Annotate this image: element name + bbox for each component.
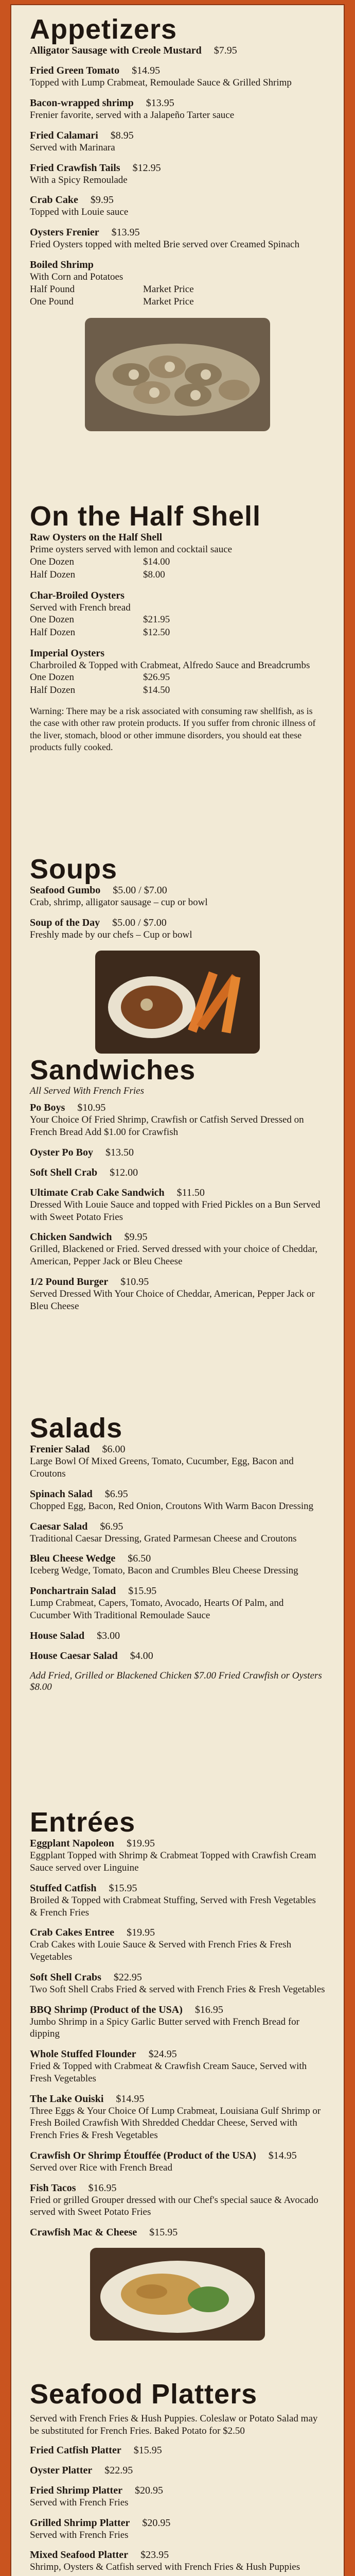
menu-item-row: [30, 2445, 325, 2456]
menu-item: [30, 45, 325, 57]
gumbo-photo-icon: [95, 951, 260, 1054]
menu-item-price: $7.95: [214, 45, 237, 57]
raw-oysters-name: Raw Oysters on the Half Shell: [30, 532, 163, 544]
menu-item-row: [30, 1276, 325, 1288]
menu-item-desc: Topped with Lump Crabmeat, Remoulade Sauce & Grilled Shrimp: [30, 77, 292, 89]
menu-item-name: Frenier Salad: [30, 1444, 90, 1455]
menu-item-price: $16.95: [88, 2182, 117, 2194]
menu-item-desc: Served with French Fries: [30, 2529, 129, 2540]
menu-item-name: Bleu Cheese Wedge: [30, 1553, 116, 1565]
menu-item-row: [30, 1630, 325, 1642]
raw-oysters-desc: Prime oysters served with lemon and cocktail sauce: [30, 544, 233, 555]
price-row-label: One Dozen: [30, 672, 74, 683]
platters-intro: Served with French Fries & Hush Puppies. Coleslaw or Potato Salad may be substituted for French Fries. Baked Potato for $2.50: [30, 2413, 318, 2437]
menu-item-desc: Crab, shrimp, alligator sausage – cup or bowl: [30, 897, 208, 908]
menu-item: [30, 97, 325, 122]
menu-item: [30, 1630, 325, 1642]
price-row: [30, 569, 325, 582]
menu-item: [30, 1231, 325, 1268]
menu-item-name: Crawfish Or Shrimp Étouffée (Product of the USA): [30, 2149, 256, 2161]
price-row: [30, 671, 325, 684]
menu-item-desc: Lump Crabmeat, Capers, Tomato, Avocado, Hearts Of Palm, and Cucumber With Traditional Remoulade Sauce: [30, 1598, 284, 1621]
entrees-title: Entrées: [30, 1807, 136, 1838]
charbroiled-oysters-name: Char-Broiled Oysters: [30, 589, 125, 601]
appetizers-section: [30, 14, 325, 445]
menu-item-desc: Eggplant Topped with Shrimp & Crabmeat Topped with Crawfish Cream Sauce served over Linguine: [30, 1850, 316, 1874]
oysters-photo: [85, 318, 270, 431]
menu-item: [30, 1521, 325, 1545]
price-row: [30, 296, 325, 309]
menu-item-name: The Lake Ouiski: [30, 2093, 104, 2105]
menu-item-row: [30, 162, 325, 174]
menu-item-row: [30, 2182, 325, 2194]
menu-item-name: Chicken Sandwich: [30, 1231, 112, 1243]
sandwiches-section: [30, 1055, 325, 1320]
menu-item-desc: Chopped Egg, Bacon, Red Onion, Croutons With Warm Bacon Dressing: [30, 1500, 314, 1512]
soups-section: [30, 854, 325, 1067]
menu-item-name: Crab Cakes Entree: [30, 1927, 115, 1939]
menu-item-price: $24.95: [148, 2048, 177, 2060]
menu-item-desc: Jumbo Shrimp in a Spicy Garlic Butter served with French Bread for dipping: [30, 2016, 299, 2040]
imperial-oysters-rows: [30, 671, 325, 697]
boiled-shrimp-name: Boiled Shrimp: [30, 259, 94, 270]
menu-item-price: $22.95: [104, 2464, 133, 2476]
menu-item-price: $20.95: [134, 2484, 163, 2496]
menu-item-name: Seafood Gumbo: [30, 885, 101, 896]
price-row-label: One Pound: [30, 296, 74, 308]
menu-item-desc: Grilled, Blackened or Fried. Served dressed with your choice of Cheddar, American, Pepper Jack or Bleu Cheese: [30, 1244, 318, 1267]
menu-item-row: [30, 1927, 325, 1939]
menu-item-price: $22.95: [113, 1971, 142, 1983]
menu-item-row: [30, 2465, 325, 2477]
price-row: [30, 556, 325, 569]
menu-item-price: $3.00: [97, 1630, 120, 1641]
raw-oysters-rows: [30, 556, 325, 581]
menu-item: [30, 2150, 325, 2174]
sandwiches-title: Sandwiches: [30, 1055, 196, 1086]
menu-item: [30, 2485, 325, 2509]
imperial-oysters-desc: Charbroiled & Topped with Crabmeat, Alfredo Sauce and Breadcrumbs: [30, 659, 310, 671]
menu-item: [30, 1650, 325, 1662]
salads-addon-note: Add Fried, Grilled or Blackened Chicken $7.00 Fried Crawfish or Oysters $8.00: [30, 1670, 322, 1692]
menu-item-row: [30, 1102, 325, 1114]
menu-item-name: Fried Calamari: [30, 129, 98, 141]
menu-item-desc: Freshly made by our chefs – Cup or bowl: [30, 929, 192, 941]
menu-item: [30, 2182, 325, 2219]
menu-item-row: [30, 1883, 325, 1894]
menu-item-row: [30, 227, 325, 239]
menu-item: [30, 2093, 325, 2142]
menu-item-desc: Traditional Caesar Dressing, Grated Parmesan Cheese and Croutons: [30, 1533, 297, 1544]
menu-item-price: $23.95: [140, 2549, 169, 2561]
price-row-label: Half Dozen: [30, 685, 76, 696]
menu-item-row: [30, 130, 325, 142]
entree-photo-icon: [90, 2248, 265, 2341]
price-row-price: Market Price: [143, 283, 194, 295]
menu-item-row: [30, 2048, 325, 2060]
menu-item-price: $11.50: [176, 1187, 205, 1198]
menu-item-price: $16.95: [194, 2004, 223, 2015]
menu-item-name: Fried Crawfish Tails: [30, 162, 120, 174]
menu-item-price: $14.95: [268, 2149, 297, 2161]
menu-item-row: [30, 65, 325, 77]
menu-item-desc: Two Soft Shell Crabs Fried & served with French Fries & Fresh Vegetables: [30, 1984, 325, 1995]
boiled-shrimp-desc: With Corn and Potatoes: [30, 271, 123, 282]
charbroiled-oysters-item: [30, 590, 325, 639]
menu-item-desc: With a Spicy Remoulade: [30, 174, 128, 185]
menu-item-name: Oysters Frenier: [30, 227, 99, 239]
menu-item-row: [30, 1585, 325, 1597]
price-row-label: Half Dozen: [30, 569, 76, 580]
raw-shellfish-warning: Warning: There may be a risk associated with consuming raw shellfish, as is the case with other raw protein products. If you suffer from chronic illness of the liver, stomach, blood or other immune disorders, you should eat these products fully cooked.: [30, 705, 316, 752]
menu-item-name: Crawfish Mac & Cheese: [30, 2227, 137, 2239]
menu-item: [30, 2517, 325, 2541]
menu-item-row: [30, 2004, 325, 2016]
menu-item-row: [30, 1167, 325, 1179]
boiled-shrimp-rows: [30, 283, 325, 309]
menu-item: [30, 1553, 325, 1577]
menu-item-name: Whole Stuffed Flounder: [30, 2048, 136, 2060]
menu-item: [30, 2465, 325, 2477]
price-row-label: One Dozen: [30, 556, 74, 568]
menu-item-price: $9.95: [90, 194, 114, 206]
menu-item-row: [30, 1553, 325, 1565]
price-row: [30, 684, 325, 697]
menu-item-name: Eggplant Napoleon: [30, 1838, 114, 1850]
menu-item-price: $6.95: [104, 1488, 128, 1500]
menu-item-name: Alligator Sausage with Creole Mustard: [30, 45, 202, 57]
menu-item-row: [30, 97, 325, 109]
price-row: [30, 283, 325, 296]
menu-item-price: $5.00 / $7.00: [113, 885, 167, 896]
menu-item-name: Ponchartrain Salad: [30, 1585, 116, 1597]
menu-item-name: Caesar Salad: [30, 1520, 88, 1532]
menu-item-name: BBQ Shrimp (Product of the USA): [30, 2004, 183, 2015]
menu-item: [30, 2048, 325, 2085]
menu-item-name: Po Boys: [30, 1102, 65, 1114]
menu-item: [30, 1927, 325, 1963]
menu-item: [30, 2227, 325, 2239]
menu-item-name: Oyster Platter: [30, 2464, 93, 2476]
menu-item-price: $5.00 / $7.00: [112, 917, 167, 929]
menu-item-desc: Frenier favorite, served with a Jalapeño Tarter sauce: [30, 110, 235, 121]
menu-item-desc: Served over Rice with French Bread: [30, 2162, 172, 2173]
menu-item-desc: Three Eggs & Your Choice Of Lump Crabmeat, Louisiana Gulf Shrimp or Fresh Boiled Crawfish With Shredded Cheddar Cheese, Served with French Fries & Fresh Vegetables: [30, 2105, 321, 2141]
price-row-price: $8.00: [143, 569, 165, 580]
menu-item-desc: Fried Oysters topped with melted Brie served over Creamed Spinach: [30, 239, 299, 250]
menu-item-name: Bacon-wrapped shrimp: [30, 97, 134, 109]
menu-item-row: [30, 45, 325, 57]
price-row-label: Half Dozen: [30, 626, 76, 638]
menu-item-name: Soup of the Day: [30, 917, 100, 929]
menu-item: [30, 1276, 325, 1313]
menu-item-row: [30, 2093, 325, 2105]
charbroiled-oysters-desc: Served with French bread: [30, 602, 131, 613]
menu-item-name: House Salad: [30, 1630, 85, 1641]
menu-item-row: [30, 2150, 325, 2162]
menu-item-price: $13.95: [111, 227, 140, 239]
menu-item-desc: Your Choice Of Fried Shrimp, Crawfish or Catfish Served Dressed on French Bread Add $1.00 for Crawfish: [30, 1114, 304, 1138]
salads-list: [30, 1444, 325, 1662]
entrees-list: [30, 1838, 325, 2239]
menu-item-name: Soft Shell Crab: [30, 1166, 98, 1178]
menu-item-price: $13.50: [105, 1146, 134, 1158]
menu-item-name: Mixed Seafood Platter: [30, 2549, 129, 2561]
price-row-label: One Dozen: [30, 614, 74, 625]
menu-item-row: [30, 1650, 325, 1662]
menu-item-row: [30, 1147, 325, 1159]
imperial-oysters-item: [30, 648, 325, 697]
price-row: [30, 614, 325, 626]
menu-item: [30, 1187, 325, 1224]
menu-item-price: $15.95: [109, 1882, 137, 1894]
menu-item-name: 1/2 Pound Burger: [30, 1276, 109, 1287]
menu-item: [30, 2004, 325, 2041]
menu-item: [30, 2445, 325, 2456]
sandwiches-subtitle: All Served With French Fries: [30, 1086, 144, 1097]
menu-item: [30, 65, 325, 89]
boiled-shrimp-item: [30, 259, 325, 309]
imperial-oysters-name: Imperial Oysters: [30, 647, 104, 659]
menu-item-row: [30, 1187, 325, 1199]
platters-section: [30, 2379, 325, 2576]
price-row-price: $14.50: [143, 685, 170, 696]
menu-item-price: $13.95: [146, 97, 174, 109]
menu-item-desc: Crab Cakes with Louie Sauce & Served with French Fries & Fresh Vegetables: [30, 1939, 292, 1963]
menu-item-name: Stuffed Catfish: [30, 1882, 97, 1894]
menu-item-desc: Served with French Fries: [30, 2497, 129, 2508]
menu-item-name: Oyster Po Boy: [30, 1146, 93, 1158]
menu-item-row: [30, 2485, 325, 2497]
menu-item-name: Spinach Salad: [30, 1488, 93, 1500]
menu-item-row: [30, 1231, 325, 1243]
menu-item: [30, 162, 325, 187]
menu-item-desc: Large Bowl Of Mixed Greens, Tomato, Cucumber, Egg, Bacon and Croutons: [30, 1456, 294, 1480]
price-row-price: $14.00: [143, 556, 170, 568]
salads-section: [30, 1413, 325, 1693]
menu-item-price: $15.95: [149, 2227, 178, 2239]
menu-item-name: Fried Green Tomato: [30, 65, 120, 77]
menu-item-price: $6.00: [102, 1444, 126, 1455]
platters-list: [30, 2445, 325, 2573]
soups-title: Soups: [30, 854, 118, 885]
menu-item-price: $20.95: [142, 2517, 171, 2529]
price-row-label: Half Pound: [30, 283, 75, 295]
menu-item-desc: Dressed With Louie Sauce and topped with Fried Pickles on a Bun Served with Sweet Potato Fries: [30, 1199, 321, 1223]
half-shell-section: [30, 501, 325, 753]
gumbo-photo: [95, 951, 260, 1054]
salads-title: Salads: [30, 1413, 123, 1444]
charbroiled-oysters-rows: [30, 614, 325, 639]
entree-photo: [90, 2248, 265, 2341]
menu-item-row: [30, 1972, 325, 1984]
price-row-price: $26.95: [143, 672, 170, 683]
menu-item-desc: Shrimp, Oysters & Catfish served with French Fries & Hush Puppies: [30, 2562, 300, 2573]
menu-item-price: $6.50: [128, 1553, 151, 1565]
menu-item: [30, 1838, 325, 1874]
menu-item-price: $6.95: [100, 1520, 123, 1532]
menu-item: [30, 1972, 325, 1996]
menu-item: [30, 227, 325, 251]
menu-item-desc: Iceberg Wedge, Tomato, Bacon and Crumbles Bleu Cheese Dressing: [30, 1565, 298, 1577]
menu-item-row: [30, 194, 325, 206]
menu-item-name: Grilled Shrimp Platter: [30, 2517, 130, 2529]
menu-item-name: Crab Cake: [30, 194, 78, 206]
menu-item: [30, 1147, 325, 1159]
menu-item-price: $19.95: [127, 1927, 155, 1939]
menu-item-name: Fish Tacos: [30, 2182, 76, 2194]
menu-item-desc: Fried or grilled Grouper dressed with our Chef's special sauce & Avocado served with Sweet Potato Fries: [30, 2194, 318, 2218]
menu-item-price: $9.95: [124, 1231, 148, 1243]
menu-paper: [10, 4, 345, 2576]
price-row: [30, 626, 325, 639]
menu-item-row: [30, 2227, 325, 2239]
menu-item-row: [30, 1838, 325, 1850]
oysters-photo-icon: [85, 318, 270, 431]
menu-item-row: [30, 1488, 325, 1500]
menu-item-price: $4.00: [130, 1650, 153, 1662]
menu-item: [30, 130, 325, 154]
menu-item: [30, 1102, 325, 1139]
menu-item-name: Soft Shell Crabs: [30, 1971, 101, 1983]
menu-item-price: $14.95: [116, 2093, 145, 2105]
menu-item-price: $19.95: [126, 1838, 155, 1850]
sandwiches-list: [30, 1102, 325, 1312]
menu-item-price: $15.95: [128, 1585, 157, 1597]
soups-list: [30, 885, 325, 941]
menu-item-price: $12.00: [110, 1166, 138, 1178]
menu-item: [30, 1444, 325, 1480]
menu-item-name: House Caesar Salad: [30, 1650, 118, 1662]
menu-item: [30, 2549, 325, 2573]
menu-item-row: [30, 1444, 325, 1455]
menu-item-desc: Served with Marinara: [30, 142, 115, 153]
entrees-section: [30, 1807, 325, 2354]
menu-item: [30, 1883, 325, 1919]
menu-item-desc: Fried & Topped with Crabmeat & Crawfish Cream Sauce, Served with Fresh Vegetables: [30, 2061, 307, 2084]
menu-item-row: [30, 2549, 325, 2561]
price-row-price: $12.50: [143, 626, 170, 638]
menu-item-price: $15.95: [133, 2444, 162, 2456]
menu-item-price: $14.95: [132, 65, 161, 77]
menu-item-desc: Served Dressed With Your Choice of Cheddar, American, Pepper Jack or Bleu Cheese: [30, 1288, 315, 1312]
menu-item: [30, 1488, 325, 1513]
menu-item-desc: Topped with Louie sauce: [30, 207, 129, 218]
menu-item-price: $10.95: [77, 1102, 106, 1114]
raw-oysters-item: [30, 532, 325, 581]
appetizers-title: Appetizers: [30, 14, 177, 45]
menu-item: [30, 917, 325, 941]
price-row-price: $21.95: [143, 614, 170, 625]
price-row-price: Market Price: [143, 296, 194, 308]
menu-item: [30, 194, 325, 218]
platters-title: Seafood Platters: [30, 2379, 258, 2410]
menu-item-row: [30, 917, 325, 929]
menu-item-price: $10.95: [120, 1276, 149, 1287]
menu-item: [30, 1585, 325, 1622]
menu-item-name: Fried Shrimp Platter: [30, 2484, 122, 2496]
menu-item-price: $8.95: [110, 129, 134, 141]
menu-item-desc: Broiled & Topped with Crabmeat Stuffing, Served with Fresh Vegetables & French Fries: [30, 1894, 316, 1918]
appetizers-list: [30, 45, 325, 251]
menu-item-row: [30, 1521, 325, 1533]
menu-item-price: $12.95: [132, 162, 161, 174]
half-shell-title: On the Half Shell: [30, 501, 261, 532]
menu-item-name: Fried Catfish Platter: [30, 2444, 121, 2456]
menu-item: [30, 1167, 325, 1179]
menu-item: [30, 885, 325, 909]
menu-item-row: [30, 2517, 325, 2529]
menu-item-name: Ultimate Crab Cake Sandwich: [30, 1187, 165, 1198]
menu-item-row: [30, 885, 325, 896]
